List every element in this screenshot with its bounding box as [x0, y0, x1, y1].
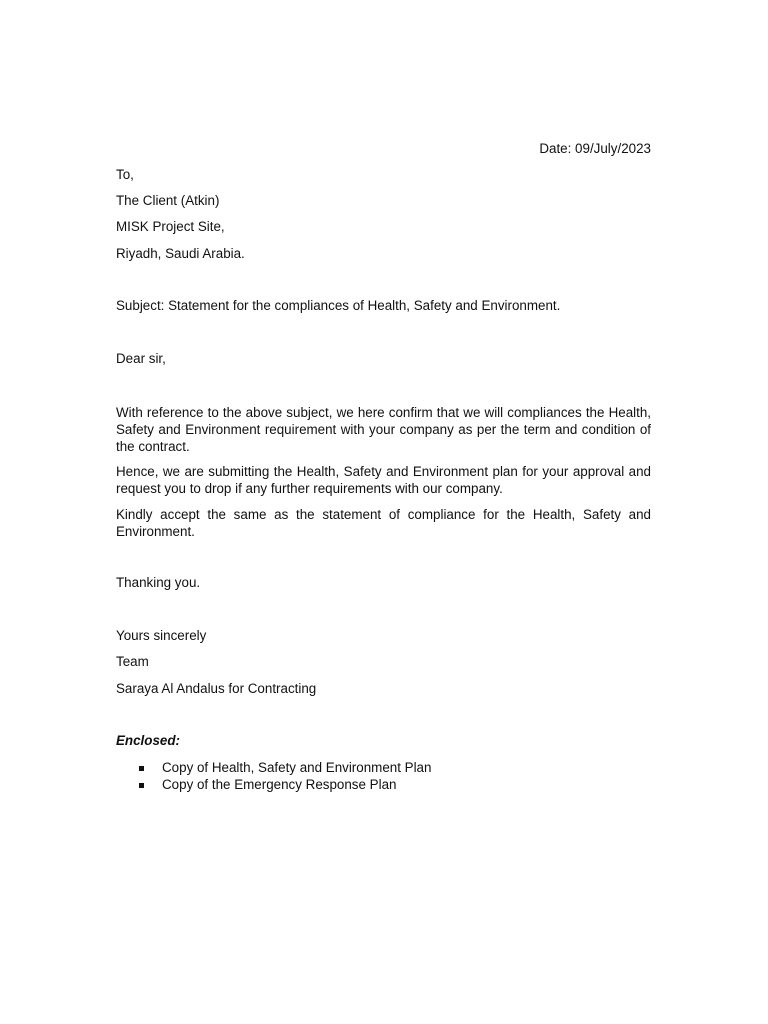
list-item	[136, 760, 431, 777]
square-bullet-icon	[139, 766, 144, 771]
letter-date: Date: 09/July/2023	[539, 141, 651, 156]
recipient-name: The Client (Atkin)	[116, 193, 220, 208]
square-bullet-icon	[139, 783, 144, 788]
body-paragraph: With reference to the above subject, we here confirm that we will compliances the Health, Safety and Environment requirement with your company as per the term and condition of the contract.	[116, 405, 651, 454]
signature-company: Saraya Al Andalus for Contracting	[116, 681, 317, 696]
recipient-city: Riyadh, Saudi Arabia.	[116, 246, 245, 261]
letter-closing: Yours sincerely	[116, 628, 207, 643]
body-paragraph: Kindly accept the same as the statement of compliance for the Health, Safety and Environment.	[116, 507, 651, 539]
list-item	[136, 777, 431, 794]
recipient-site: MISK Project Site,	[116, 219, 225, 234]
letter-subject: Subject: Statement for the compliances of Health, Safety and Environment.	[116, 298, 561, 313]
letter-thanks: Thanking you.	[116, 575, 201, 590]
letter-salutation: Dear sir,	[116, 351, 166, 366]
enclosed-heading: Enclosed:	[116, 733, 180, 748]
signature-team: Team	[116, 654, 149, 669]
list-item-label: Copy of Health, Safety and Environment Plan	[162, 760, 432, 775]
recipient-to: To,	[116, 167, 134, 182]
list-item-label: Copy of the Emergency Response Plan	[162, 776, 397, 792]
enclosed-list	[136, 760, 431, 793]
body-paragraph: Hence, we are submitting the Health, Safety and Environment plan for your approval and request you to drop if any further requirements with our company.	[116, 464, 651, 496]
